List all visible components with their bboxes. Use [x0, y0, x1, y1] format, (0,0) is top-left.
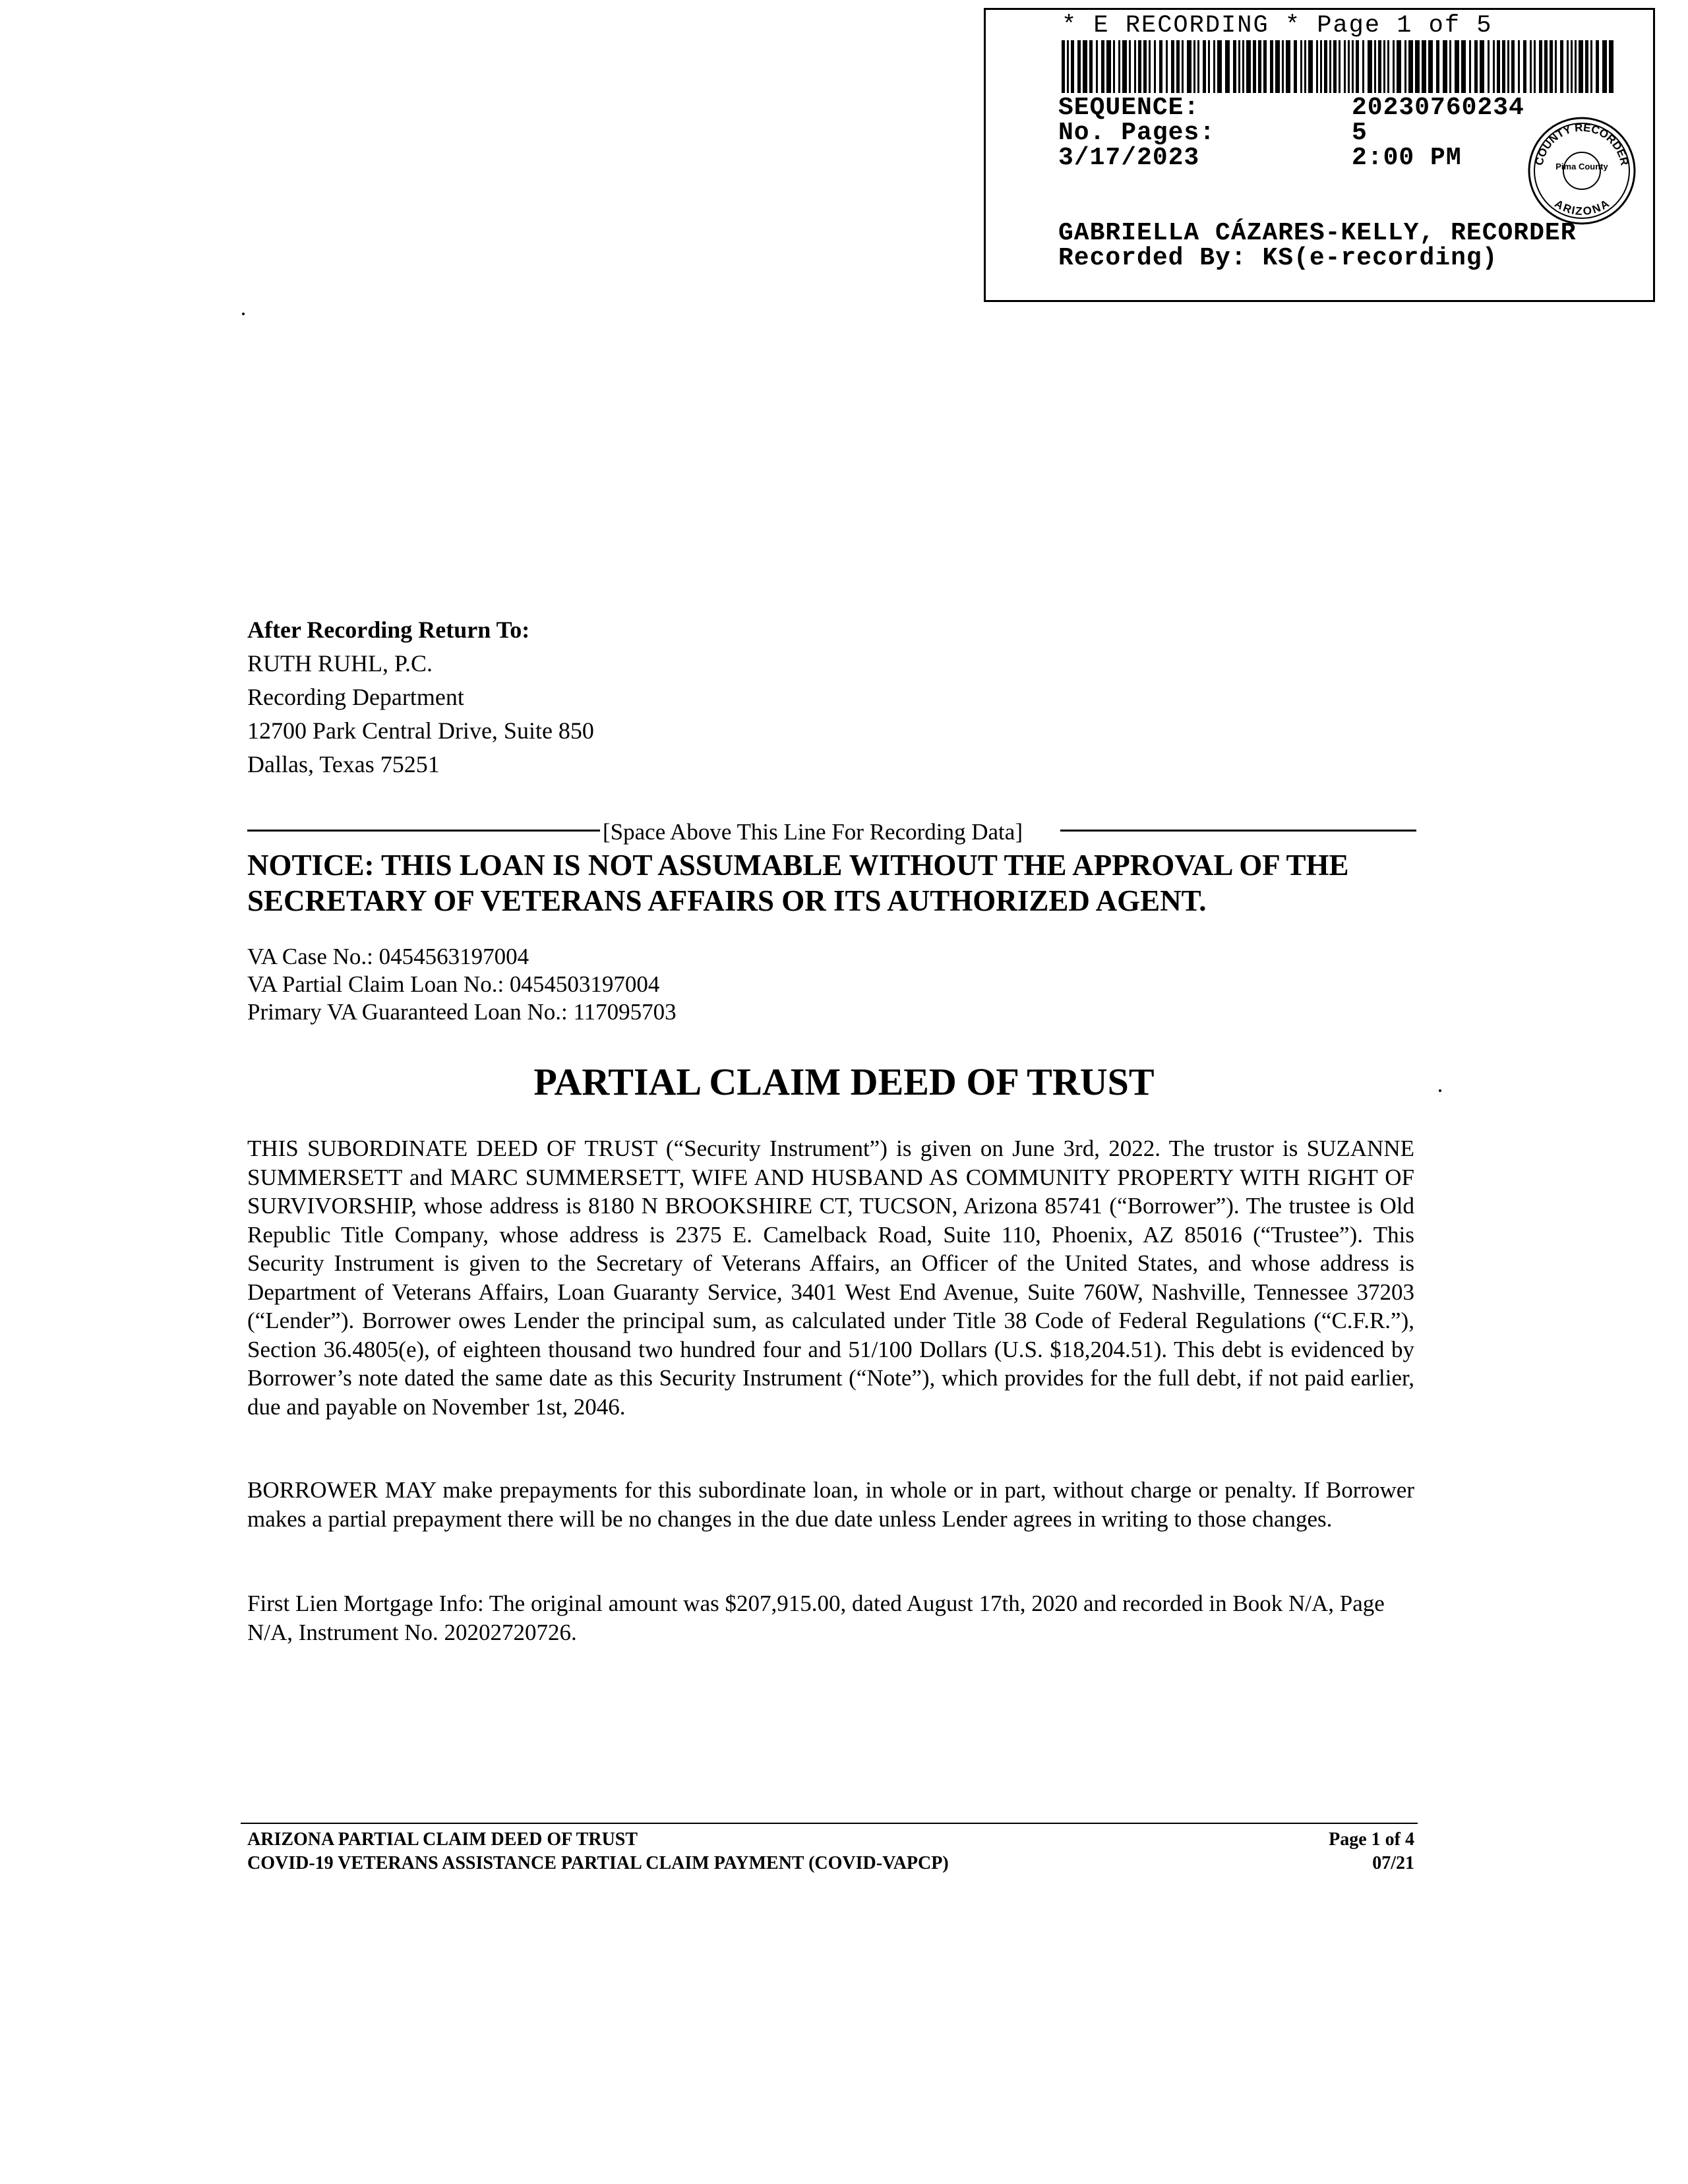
record-date: 3/17/2023: [1058, 144, 1200, 172]
barcode-bar: [1507, 40, 1509, 93]
barcode-bar: [1129, 40, 1131, 93]
barcode-bar: [1143, 40, 1147, 93]
barcode-bar: [1182, 40, 1184, 93]
barcode-bar: [1436, 40, 1439, 93]
barcode-bar: [1062, 40, 1065, 93]
barcode-bar: [1106, 40, 1111, 93]
barcode-bar: [1544, 40, 1548, 93]
barcode-bar: [1217, 40, 1222, 93]
barcode-bar: [1071, 40, 1074, 93]
barcode-bar: [1449, 40, 1451, 93]
barcode-bar: [1368, 40, 1372, 93]
barcode-bar: [1253, 40, 1256, 93]
barcode-bar: [1324, 40, 1327, 93]
recording-rule-right: [1060, 830, 1416, 832]
recording-stamp: [984, 8, 1655, 302]
barcode-bar: [1378, 40, 1381, 93]
barcode-bar: [1387, 40, 1389, 93]
barcode-bar: [1282, 40, 1284, 93]
barcode-bar: [1258, 40, 1261, 93]
barcode-bar: [1246, 40, 1251, 93]
barcode-bar: [1348, 40, 1350, 93]
barcode-bar: [1383, 40, 1385, 93]
barcode-bar: [1233, 40, 1236, 93]
barcode-bar: [1560, 40, 1563, 93]
barcode-bar: [1077, 40, 1081, 93]
barcode-bar: [1149, 40, 1151, 93]
barcode-bar: [1275, 40, 1280, 93]
return-heading: After Recording Return To:: [247, 617, 530, 643]
recording-rule-left: [247, 830, 600, 832]
barcode-bar: [1159, 40, 1162, 93]
barcode-bar: [1294, 40, 1297, 93]
pages-value: 5: [1352, 119, 1368, 147]
barcode-bar: [1469, 40, 1471, 93]
svg-text:COUNTY RECORDER: [1533, 121, 1631, 167]
barcode-bar: [1422, 40, 1426, 93]
footer-page-info: [1329, 1828, 1414, 1875]
barcode-bar: [1134, 40, 1136, 93]
barcode-bar: [1242, 40, 1244, 93]
barcode-bar: [1197, 40, 1199, 93]
document-title: PARTIAL CLAIM DEED OF TRUST: [533, 1060, 1155, 1103]
barcode-bar: [1118, 40, 1120, 93]
deed-paragraph: THIS SUBORDINATE DEED OF TRUST (“Security Instrument”) is given on June 3rd, 2022. The trustor is SUZANNE SUMMERSETT and MARC SUMMERSETT, WIFE AND HUSBAND AS COMMUNITY PROPERTY WITH RIGHT OF SURVIVORSHIP, whose address is 8180 N BROOKSHIRE CT, TUCSON, Arizona 85741 (“Borrower”). The trustee is Old Republic Title Company, whose address is 2375 E. Camelback Road, Suite 110, Phoenix, AZ 85016 (“Trustee”). This Security Instrument is given to the Secretary of Veterans Affairs, an Officer of the United States, and whose address is Department of Veterans Affairs, Loan Guaranty Service, 3401 West End Avenue, Suite 760W, Nashville, Tennessee 37203 (“Lender”). Borrower owes Lender the principal sum, as calculated under Title 38 Code of Federal Regulations (“C.F.R.”), Section 36.4805(e), of eighteen thousand two hundred four and 51/100 Dollars (U.S. $18,204.51). This debt is evidenced by Borrower’s note dated the same date as this Security Instrument (“Note”), which provides for the full debt, if not paid earlier, due and payable on November 1st, 2046.: [247, 1136, 1414, 1420]
barcode-bar: [1208, 40, 1210, 93]
recording-space-label: [Space Above This Line For Recording Data]: [603, 819, 1023, 845]
barcode-bar: [1497, 40, 1500, 93]
barcode-bar: [1488, 40, 1490, 93]
return-address: [247, 613, 594, 781]
barcode-bar: [1596, 40, 1599, 93]
barcode-bar: [1511, 40, 1515, 93]
sequence-label: SEQUENCE:: [1058, 94, 1200, 122]
barcode-bar: [1523, 40, 1526, 93]
va-case-number: VA Case No.: 0454563197004: [247, 944, 529, 969]
barcode-bar: [1539, 40, 1542, 93]
pages-label: No. Pages:: [1058, 119, 1216, 147]
va-loan-info: [247, 943, 677, 1026]
barcode-bar: [1534, 40, 1536, 93]
barcode-bar: [1408, 40, 1413, 93]
barcode-bar: [1225, 40, 1230, 93]
barcode-bar: [1461, 40, 1466, 93]
barcode-bar: [1089, 40, 1093, 93]
barcode-bar: [1480, 40, 1484, 93]
barcode-bar: [1203, 40, 1206, 93]
barcode-bar: [1502, 40, 1505, 93]
barcode-bar: [1320, 40, 1322, 93]
assumability-notice: NOTICE: THIS LOAN IS NOT ASSUMABLE WITHOUT THE APPROVAL OF THE SECRETARY OF VETERANS AFFAIRS OR ITS AUTHORIZED AGENT.: [247, 849, 1349, 917]
first-lien-paragraph: First Lien Mortgage Info: The original amount was $207,915.00, dated August 17th, 2020 and recorded in Book N/A, Page N/A, Instrument No. 20202720726.: [247, 1591, 1385, 1645]
barcode-bar: [1101, 40, 1104, 93]
barcode-bar: [1122, 40, 1127, 93]
barcode-bar: [1609, 40, 1613, 93]
barcode-bar: [1455, 40, 1459, 93]
barcode-bar: [1166, 40, 1168, 93]
barcode-bar: [1304, 40, 1306, 93]
barcode-bar: [1300, 40, 1302, 93]
footer-form-title: ARIZONA PARTIAL CLAIM DEED OF TRUST: [247, 1829, 638, 1850]
barcode-bar: [1329, 40, 1331, 93]
barcode-bar: [1428, 40, 1433, 93]
barcode-bar: [1571, 40, 1573, 93]
barcode-bar: [1352, 40, 1354, 93]
barcode-bar: [1415, 40, 1420, 93]
primary-va-loan-number: Primary VA Guaranteed Loan No.: 117095703: [247, 999, 677, 1025]
barcode-bar: [1530, 40, 1532, 93]
barcode-bar: [1590, 40, 1592, 93]
barcode-bar: [1171, 40, 1174, 93]
barcode-bar: [1374, 40, 1376, 93]
barcode-bar: [1083, 40, 1087, 93]
footer-form-date: 07/21: [1372, 1853, 1414, 1873]
return-line: Recording Department: [247, 684, 464, 710]
barcode-bar: [1393, 40, 1395, 93]
svg-text:ARIZONA: [1552, 197, 1611, 218]
barcode-bar: [1356, 40, 1359, 93]
barcode-bar: [1176, 40, 1180, 93]
barcode-bar: [1585, 40, 1588, 93]
barcode-bar: [1362, 40, 1364, 93]
va-partial-claim-loan-number: VA Partial Claim Loan No.: 0454503197004: [247, 971, 660, 997]
return-line: 12700 Park Central Drive, Suite 850: [247, 717, 594, 744]
sequence-value: 20230760234: [1352, 94, 1524, 122]
barcode-bar: [1154, 40, 1156, 93]
barcode-bar: [1602, 40, 1607, 93]
prepayment-paragraph: BORROWER MAY make prepayments for this subordinate loan, in whole or in part, without charge or penalty. If Borrower makes a partial prepayment there will be no changes in the due date unless Lender agrees in writing to those changes.: [247, 1477, 1414, 1532]
footer-page-number: Page 1 of 4: [1329, 1829, 1414, 1850]
barcode-bar: [1493, 40, 1495, 93]
record-time: 2:00 PM: [1352, 144, 1462, 172]
recorded-by: Recorded By: KS(e-recording): [1058, 244, 1498, 272]
barcode-bar: [1555, 40, 1557, 93]
barcode-bar: [1474, 40, 1478, 93]
barcode-bar: [1518, 40, 1520, 93]
footer-program-title: COVID-19 VETERANS ASSISTANCE PARTIAL CLAIM PAYMENT (COVID-VAPCP): [247, 1853, 949, 1873]
barcode: [1062, 40, 1614, 93]
barcode-bar: [1286, 40, 1290, 93]
barcode-bar: [1567, 40, 1569, 93]
return-line: RUTH RUHL, P.C.: [247, 650, 433, 677]
barcode-bar: [1397, 40, 1401, 93]
county-recorder-seal: [1525, 114, 1639, 228]
barcode-bar: [1308, 40, 1313, 93]
barcode-bar: [1187, 40, 1191, 93]
recorder-name: GABRIELLA CÁZARES-KELLY, RECORDER: [1058, 219, 1577, 247]
barcode-bar: [1238, 40, 1240, 93]
barcode-bar: [1193, 40, 1195, 93]
barcode-bar: [1333, 40, 1337, 93]
footer-rule: [241, 1823, 1418, 1824]
barcode-bar: [1550, 40, 1553, 93]
barcode-bar: [1263, 40, 1267, 93]
barcode-bar: [1213, 40, 1215, 93]
seal-center-text: Pima County: [1555, 162, 1608, 171]
barcode-bar: [1113, 40, 1115, 93]
barcode-bar: [1096, 40, 1098, 93]
barcode-bar: [1443, 40, 1447, 93]
seal-bottom-text: ARIZONA: [1552, 197, 1612, 218]
barcode-bar: [1270, 40, 1273, 93]
barcode-bar: [1579, 40, 1583, 93]
scan-speck: [242, 313, 245, 315]
return-line: Dallas, Texas 75251: [247, 751, 440, 777]
barcode-bar: [1404, 40, 1406, 93]
barcode-bar: [1575, 40, 1577, 93]
barcode-bar: [1339, 40, 1341, 93]
footer-form-name: [247, 1828, 949, 1875]
seal-top-text: COUNTY RECORDER: [1532, 121, 1631, 167]
barcode-bar: [1316, 40, 1318, 93]
stamp-header: * E RECORDING * Page 1 of 5: [1062, 12, 1493, 40]
barcode-bar: [1138, 40, 1141, 93]
barcode-bar: [1344, 40, 1346, 93]
barcode-bar: [1067, 40, 1069, 93]
